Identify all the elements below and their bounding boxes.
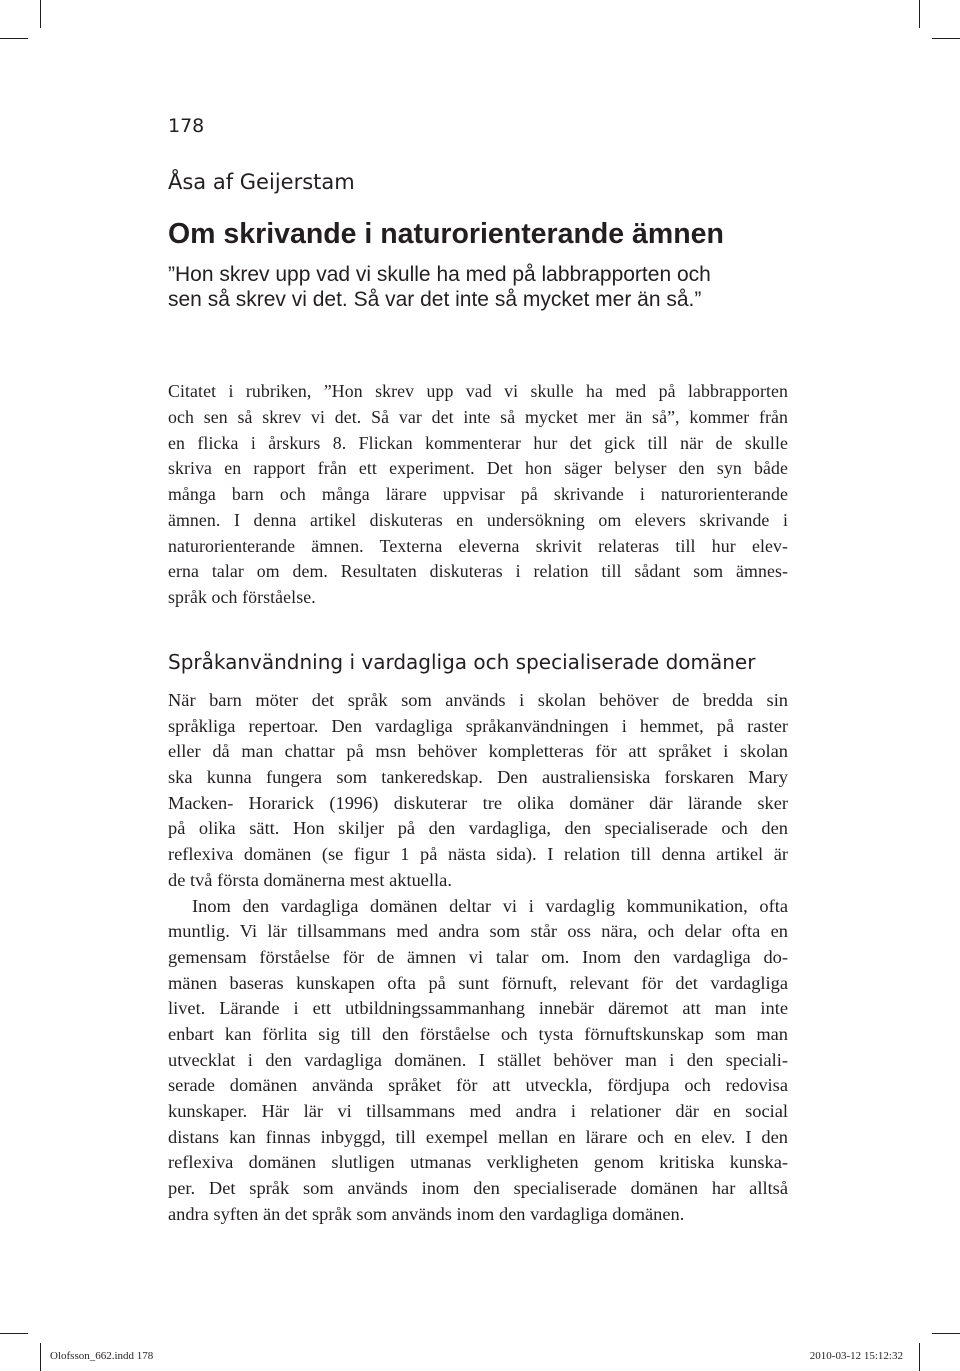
- crop-mark: [0, 38, 28, 39]
- text-line: Citatet i rubriken, ”Hon skrev upp vad vi skulle ha med på labbrapporten: [168, 381, 788, 401]
- subtitle-line: sen så skrev vi det. Så var det inte så mycket mer än så.”: [168, 288, 702, 311]
- text-line: erna talar om dem. Resultaten diskuteras i relation till sådant som ämnes-: [168, 561, 788, 582]
- crop-mark: [919, 0, 920, 28]
- crop-mark: [0, 1333, 28, 1334]
- text-line: och sen så skrev vi det. Så var det inte så mycket mer än så”, kommer från: [168, 406, 788, 427]
- text-line: kunskaper. Här lär vi tillsammans med andra i relationer där en social: [168, 1101, 788, 1121]
- text-line: andra syften än det språk som används inom den vardagliga domänen.: [168, 1203, 685, 1224]
- text-line: de två första domänerna mest aktuella.: [168, 869, 452, 890]
- section-body: [168, 688, 788, 1227]
- text-line: Inom den vardagliga domänen deltar vi i vardaglig kommunikation, ofta: [192, 895, 788, 916]
- text-line: naturorienterande ämnen. Texterna eleverna skrivit relateras till hur elev-: [168, 535, 788, 556]
- crop-mark: [932, 38, 960, 39]
- text-line: ska kunna fungera som tankeredskap. Den australiensiska forskaren Mary: [168, 767, 788, 788]
- text-line: När barn möter det språk som används i skolan behöver de bredda sin: [168, 690, 788, 710]
- text-line: reflexiva domänen slutligen utmanas verkligheten genom kritiska kunska-: [168, 1152, 788, 1173]
- crop-mark: [932, 1333, 960, 1334]
- text-line: mänen baseras kunskapen ofta på sunt förnuft, relevant för det vardagliga: [168, 972, 788, 993]
- article-title: Om skrivande i naturorienterande ämnen: [168, 218, 724, 250]
- footer-file-info: Olofsson_662.indd 178: [50, 1350, 154, 1362]
- text-line: per. Det språk som används inom den specialiserade domänen har alltså: [168, 1178, 788, 1199]
- subtitle-line: ”Hon skrev upp vad vi skulle ha med på labbrapporten och: [168, 263, 711, 286]
- text-line: skriva en rapport från ett experiment. Det hon säger belyser den syn både: [168, 458, 788, 479]
- page-number: 178: [168, 115, 205, 137]
- author-name: Åsa af Geijerstam: [168, 170, 355, 194]
- text-line: distans kan finnas inbyggd, till exempel mellan en lärare och en elev. I den: [168, 1126, 788, 1147]
- text-line: utvecklat i den vardagliga domänen. I stället behöver man i den speciali-: [168, 1049, 788, 1070]
- footer-timestamp: 2010-03-12 15:12:32: [809, 1350, 903, 1362]
- crop-mark: [40, 0, 41, 28]
- text-line: enbart kan förlita sig till den förståelse och tysta förnuftskunskap som man: [168, 1023, 788, 1044]
- text-line: på olika sätt. Hon skiljer på den vardagliga, den specialiserade och den: [168, 818, 788, 839]
- text-line: livet. Lärande i ett utbildningssammanhang innebär däremot att man inte: [168, 998, 788, 1019]
- article-subtitle-quote: [168, 262, 788, 312]
- text-line: ämnen. I denna artikel diskuteras en undersökning om elevers skrivande i: [168, 509, 788, 530]
- text-line: många barn och många lärare uppvisar på skrivande i naturorienterande: [168, 484, 788, 504]
- text-line: en flicka i årskurs 8. Flickan kommenterar hur det gick till när de skulle: [168, 432, 788, 453]
- text-line: språkliga repertoar. Den vardagliga språkanvändningen i hemmet, på raster: [168, 715, 788, 736]
- text-line: språk och förståelse.: [168, 587, 316, 607]
- text-line: muntlig. Vi lär tillsammans med andra som står oss nära, och delar ofta en: [168, 921, 788, 942]
- section-heading: Språkanvändning i vardagliga och specialiserade domäner: [168, 650, 756, 674]
- crop-mark: [40, 1343, 41, 1371]
- intro-paragraph: [168, 379, 788, 611]
- crop-mark: [919, 1343, 920, 1371]
- text-line: gemensam förståelse för de ämnen vi talar om. Inom den vardagliga do-: [168, 946, 788, 967]
- text-line: Macken- Horarick (1996) diskuterar tre olika domäner där lärande sker: [168, 792, 788, 813]
- text-line: eller då man chattar på msn behöver kompletteras för att språket i skolan: [168, 741, 788, 762]
- text-line: reflexiva domänen (se figur 1 på nästa sida). I relation till denna artikel är: [168, 844, 788, 865]
- text-line: serade domänen använda språket för att utveckla, fördjupa och redovisa: [168, 1075, 788, 1096]
